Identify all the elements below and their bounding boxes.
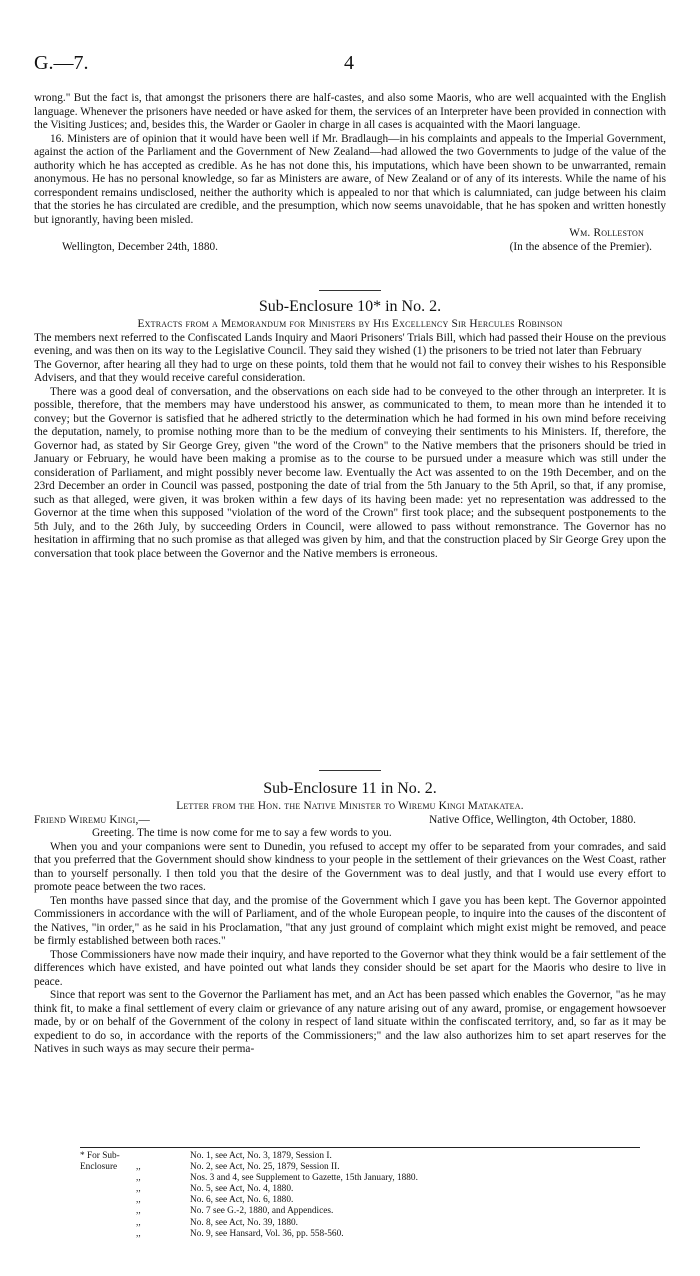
paragraph: When you and your companions were sent to Dunedin, you refused to accept my offer to be separated from your comrades, and said that you preferred that the Government should show kindness to your people in the settlement of their grievances on the West Coast, rather than to yourself personally. I then told you that the desire of the Government was to deal justly, and that I would use every effort to promote peace between the two races. [34,840,666,893]
footnote-item [80,1206,640,1217]
divider [319,290,381,291]
footnote-item [80,1218,640,1229]
footnote-item [80,1173,640,1184]
section-subtitle: Extracts from a Memorandum for Ministers by His Excellency Sir Hercules Robinson [137,318,563,330]
divider-2-wrap [34,770,666,771]
footnote-text: No. 2, see Act, No. 25, 1879, Session II. [190,1162,340,1173]
footnotes [80,1151,640,1240]
footnote-rule [80,1147,640,1148]
paragraph: There was a good deal of conversation, and the observations on each side had to be conveyed to the other through an interpreter. It is possible, therefore, that the members may have understood his answer, as communicated to them, to mean more than he intended it to convey; but the Governor is satisfied that he adhered strictly to the determination which he had formed in his own mind before receiving the deputation, namely, to promise nothing more than to be the medium of conveying their sentiments to his Ministers. If, therefore, the Governor had, as stated by Sir George Grey, given "the word of the Crown" to the Native members that the prisoners should be tried in January or February, he would have been making a promise as to the course to be pursued under a measure which was still under the consideration of Parliament, and might possibly never become law. Eventually the Act was assented to on the 19th December, and on the 23rd December an order in Council was passed, postponing the date of trial from the 5th January to the 5th April, so that, if any promise, such as that alleged, were given, it was broken within a few days of its having been made: yet no representation was addressed to the Governor at the time when this supposed "violation of the word of the Crown" first took place; and the subsequent postponements to the 5th July, and to the 26th July, by succeeding Orders in Council, were allowed to pass without remonstrance. The Governor has no hesitation in affirming that no such promise as that alleged was given by him, and that the construction placed by Sir George Grey upon the conversation that took place between the Governor and the Native members is erroneous. [34,385,666,560]
paragraph: The members next referred to the Confiscated Lands Inquiry and Maori Prisoners' Trials Bill, which had passed their House on the previous evening, and was then on its way to the Legislative Council. They said they wished (1) the prisoners to be tried not later than February [34,331,667,357]
paragraph: Ten months have passed since that day, and the promise of the Government which I gave you has been kept. The Governor appointed Commissioners in accordance with the will of Parliament, and of the whole European people, to inquire into the causes of the discontent of the Natives, "in order," as he said in his Proclamation, "that any just ground of complaint which might exist might be removed, and peace be firmly established between both races." [34,894,666,947]
ditto-mark: ,, [136,1173,141,1184]
footnote-item [80,1184,640,1195]
date-line: Wellington, December 24th, 1880. [62,240,218,253]
footnote-item [80,1229,640,1240]
paragraph: Since that report was sent to the Governor the Parliament has met, and an Act has been passed which enables the Governor, "as he may think fit, to make a final settlement of every claim or grievance of any nature arising out of any award, promise, or engagement howsoever made, by or on behalf of the Government of the colony in respect of land situate within the confiscated territory, and, so far as it may be expedient to do so, in accordance with the reports of the Commissioners;" and the law also authorizes him to set apart reserves for the Natives in such ways as may secure their perma- [34,989,666,1055]
ditto-mark: ,, [136,1162,141,1173]
ditto-mark: ,, [136,1206,141,1217]
paragraph: The Governor, after hearing all they had to urge on these points, told them that he would not fail to convey their wishes to his Responsible Advisers, and that they would receive careful consideration. [34,358,666,384]
footnote-text: No. 6, see Act, No. 6, 1880. [190,1195,294,1206]
ditto-mark: ,, [136,1184,141,1195]
signature: Wm. Rolleston [569,227,644,239]
paragraph: Those Commissioners have now made their inquiry, and have reported to the Governor what they think would be a fair settlement of the differences which have existed, and have pointed out what lands they consider should be set apart for the Maoris who desire to live in peace. [34,948,666,988]
footnote-text: No. 7 see G.-2, 1880, and Appendices. [190,1206,334,1217]
section-title: Sub-Enclosure 10* in No. 2. [258,298,442,315]
paragraph: wrong." But the fact is, that amongst the prisoners there are half-castes, and also some Maoris, who are well acquainted with the English language. Whenever the prisoners have needed or have asked for them, the services of an Interpreter have been provided in connection with the Visiting Justices; and, besides this, the Warder or Gaoler in charge in all cases is acquainted with the Maori language. [34,92,666,131]
footnote-item [80,1195,640,1206]
greeting: Greeting. The time is now come for me to say a few words to you. [92,827,392,839]
block-ministers-memo [34,92,666,254]
document-code: G.—7. [34,52,89,74]
ditto-mark: ,, [136,1195,141,1206]
sub-enclosure-11 [34,778,666,1057]
salutation: Friend Wiremu Kingi,— [34,813,150,826]
divider-1-wrap [34,290,666,291]
sub-enclosure-10 [34,296,666,561]
footnote-text: No. 1, see Act, No. 3, 1879, Session I. [190,1151,332,1161]
ditto-mark: ,, [136,1228,141,1239]
salutation-row [34,814,666,828]
footnote-marker: * For Sub-Enclosure [80,1151,120,1173]
paragraph-16: 16. Ministers are of opinion that it would have been well if Mr. Bradlaugh—in his complaints and appeals to the Imperial Government, against the action of the Parliament and the Government of New Zealand—had allowed the two Governments to judge of the value of the authority which he has accepted as credible. As he has not done this, his imputations, which have been shown to be unwarranted, remain anonymous. He has no personal knowledge, so far as Ministers are aware, of New Zealand or of any of its interests. While the name of his correspondent remains undisclosed, neither the authority which is appealed to nor that which is calumniated, can judge between his claim that the stories he has circulated are credible, and the presumption, which now seems unavoidable, that he has spoken and written honestly but ignorantly, having been misled. [34,132,666,226]
footnote-text: No. 9, see Hansard, Vol. 36, pp. 558-560. [190,1228,344,1239]
date-row [34,241,666,255]
footnote-text: Nos. 3 and 4, see Supplement to Gazette, 15th January, 1880. [190,1173,418,1184]
footnote-text: No. 5, see Act, No. 4, 1880. [190,1184,294,1195]
absence-note: (In the absence of the Premier). [509,240,652,253]
ditto-mark: ,, [136,1217,141,1228]
section-title: Sub-Enclosure 11 in No. 2. [263,780,437,797]
page-number: 4 [344,52,354,74]
divider [319,770,381,771]
footnote-item [80,1162,640,1173]
office-line: Native Office, Wellington, 4th October, 1880. [429,813,636,826]
footnote-text: No. 8, see Act, No. 39, 1880. [190,1217,298,1228]
signature-row [34,227,666,241]
section-subtitle: Letter from the Hon. the Native Minister to Wiremu Kingi Matakatea. [176,800,524,812]
page-header [34,52,666,76]
